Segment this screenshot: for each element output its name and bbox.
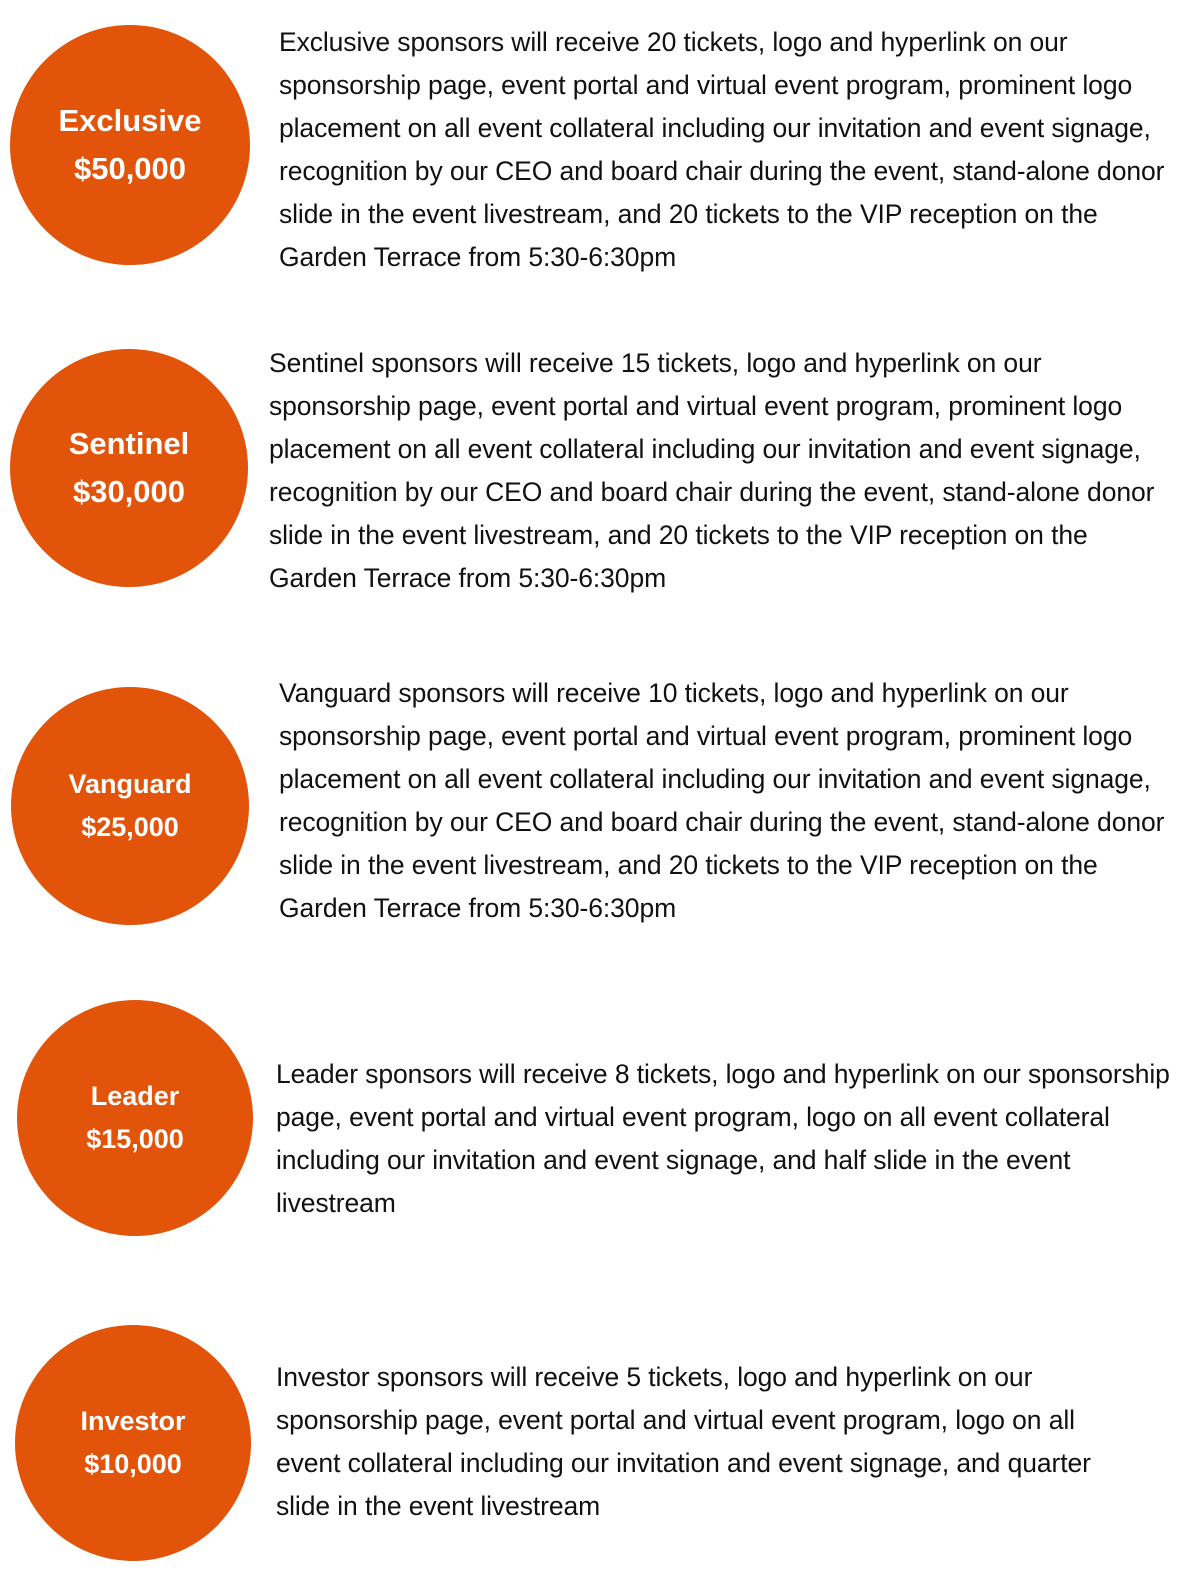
tier-description: Vanguard sponsors will receive 10 tickets, logo and hyperlink on our sponsorship page, event portal and virtual event program, prominent logo placement on all event collateral including our invitation and event signage, recognition by our CEO and board chair during the event, stand-alone donor slide in the event livestream, and 20 tickets to the VIP reception on the Garden Terrace from 5:30-6:30pm	[279, 678, 1165, 923]
tier-description: Investor sponsors will receive 5 tickets, logo and hyperlink on our sponsorship page, event portal and virtual event program, logo on all event collateral including our invitation and event signage, and quarter slide in the event livestream	[276, 1362, 1091, 1521]
tier-badge-vanguard	[11, 687, 249, 925]
tier-badge-investor	[15, 1325, 251, 1561]
tier-description: Sentinel sponsors will receive 15 tickets, logo and hyperlink on our sponsorship page, event portal and virtual event program, prominent logo placement on all event collateral including our invitation and event signage, recognition by our CEO and board chair during the event, stand-alone donor slide in the event livestream, and 20 tickets to the VIP reception on the Garden Terrace from 5:30-6:30pm	[269, 348, 1155, 593]
tier-badge-leader	[17, 1000, 253, 1236]
tier-name: Exclusive	[58, 103, 202, 138]
tier-description: Exclusive sponsors will receive 20 tickets, logo and hyperlink on our sponsorship page, event portal and virtual event program, prominent logo placement on all event collateral including our invitation and event signage, recognition by our CEO and board chair during the event, stand-alone donor slide in the event livestream, and 20 tickets to the VIP reception on the Garden Terrace from 5:30-6:30pm	[279, 27, 1165, 272]
tier-name: Investor	[80, 1406, 186, 1436]
tier-badge-sentinel	[10, 349, 248, 587]
tier-amount: $30,000	[72, 474, 186, 509]
tier-amount: $25,000	[81, 812, 179, 842]
tier-amount: $10,000	[84, 1449, 182, 1479]
tier-amount: $15,000	[86, 1124, 184, 1154]
tier-name: Sentinel	[68, 426, 190, 461]
tier-name: Vanguard	[68, 769, 192, 799]
tier-name: Leader	[90, 1081, 180, 1111]
tier-badge-exclusive	[10, 25, 250, 265]
tier-description: Leader sponsors will receive 8 tickets, logo and hyperlink on our sponsorship page, event portal and virtual event program, logo on all event collateral including our invitation and event signage, and half slide in the event livestream	[276, 1059, 1170, 1218]
tier-amount: $50,000	[73, 151, 187, 186]
